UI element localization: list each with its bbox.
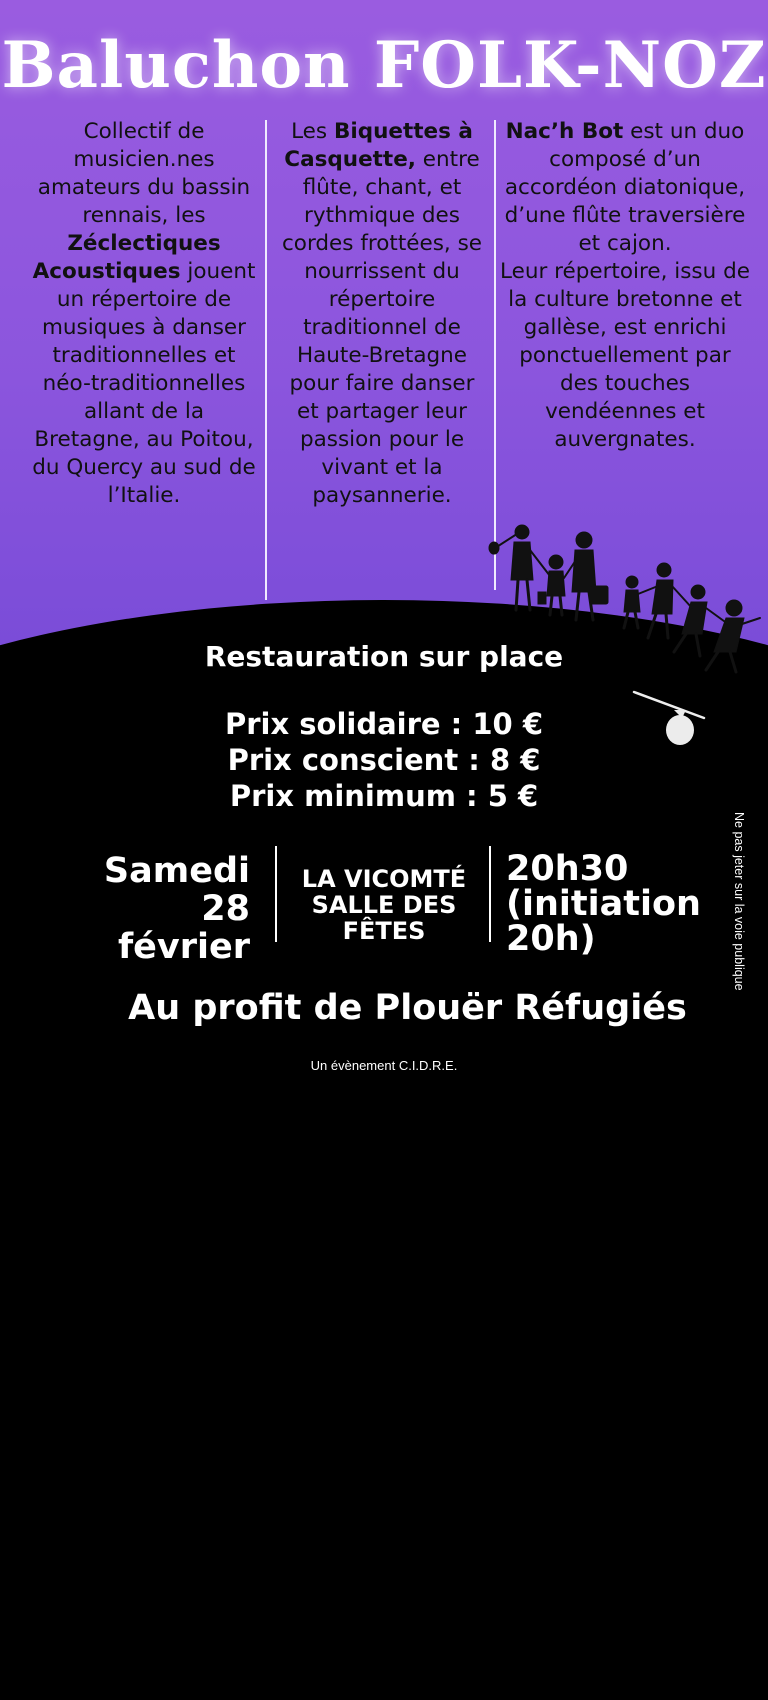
time-line-1: 20h30 xyxy=(506,849,629,889)
band-3-name: Nac’h Bot xyxy=(505,119,624,144)
location-line-1: LA VICOMTÉ xyxy=(301,865,467,893)
poster-title: Baluchon FOLK-NOZ xyxy=(1,28,767,103)
price-solidaire: Prix solidaire : 10 € xyxy=(224,707,544,741)
side-notice-text: Ne pas jeter sur la voie publique xyxy=(732,812,746,991)
benefit-statement: Au profit de Plouër Réfugiés xyxy=(128,988,687,1028)
band-2-text-after: entre flûte, chant, et rythmique des cordes frottées, se nourrissent du répertoire traditionnel de Haute-Bretagne pour faire danser et partager leur passion pour le vivant et la paysannerie. xyxy=(281,147,483,508)
band-description-3 xyxy=(500,118,750,454)
organizer-footer: Un évènement C.I.D.R.E. xyxy=(310,1058,458,1073)
band-2-name: Biquettes à Casquette, xyxy=(284,119,473,172)
event-location xyxy=(286,866,482,944)
event-date xyxy=(80,852,250,966)
price-list xyxy=(0,706,768,814)
time-line-2: (initiation xyxy=(506,884,701,924)
date-day: Samedi xyxy=(103,851,250,891)
band-description-1 xyxy=(28,118,260,510)
price-minimum: Prix minimum : 5 € xyxy=(229,779,539,813)
band-1-text-before: Collectif de musicien.nes amateurs du bassin rennais, les xyxy=(37,119,251,228)
price-conscient: Prix conscient : 8 € xyxy=(227,743,541,777)
location-line-3: FÊTES xyxy=(342,917,426,945)
info-divider xyxy=(275,846,277,942)
band-3-repertoire-text: Leur répertoire, issu de la culture bretonne et gallèse, est enrichi ponctuellement par des touches vendéennes et auvergnates. xyxy=(500,259,750,452)
event-time xyxy=(506,849,726,959)
date-number: 28 xyxy=(201,889,250,929)
time-line-3: 20h) xyxy=(506,919,596,959)
band-description-2 xyxy=(276,118,488,510)
band-1-name: Zéclectiques Acoustiques xyxy=(32,231,221,284)
column-divider xyxy=(265,120,267,600)
date-month: février xyxy=(117,927,250,967)
band-1-text-after: jouent un répertoire de musiques à danser traditionnelles et néo-traditionnelles allant de la Bretagne, au Poitou, du Quercy au sud de l’Italie. xyxy=(32,259,256,508)
restauration-info: Restauration sur place xyxy=(204,640,564,673)
band-2-text-before: Les xyxy=(291,119,334,144)
location-line-2: SALLE DES xyxy=(311,891,457,919)
info-divider xyxy=(489,846,491,942)
side-notice xyxy=(732,812,762,1032)
band-3-text: est un duo composé d’un accordéon diatonique, d’une flûte traversière et cajon. xyxy=(504,119,746,256)
